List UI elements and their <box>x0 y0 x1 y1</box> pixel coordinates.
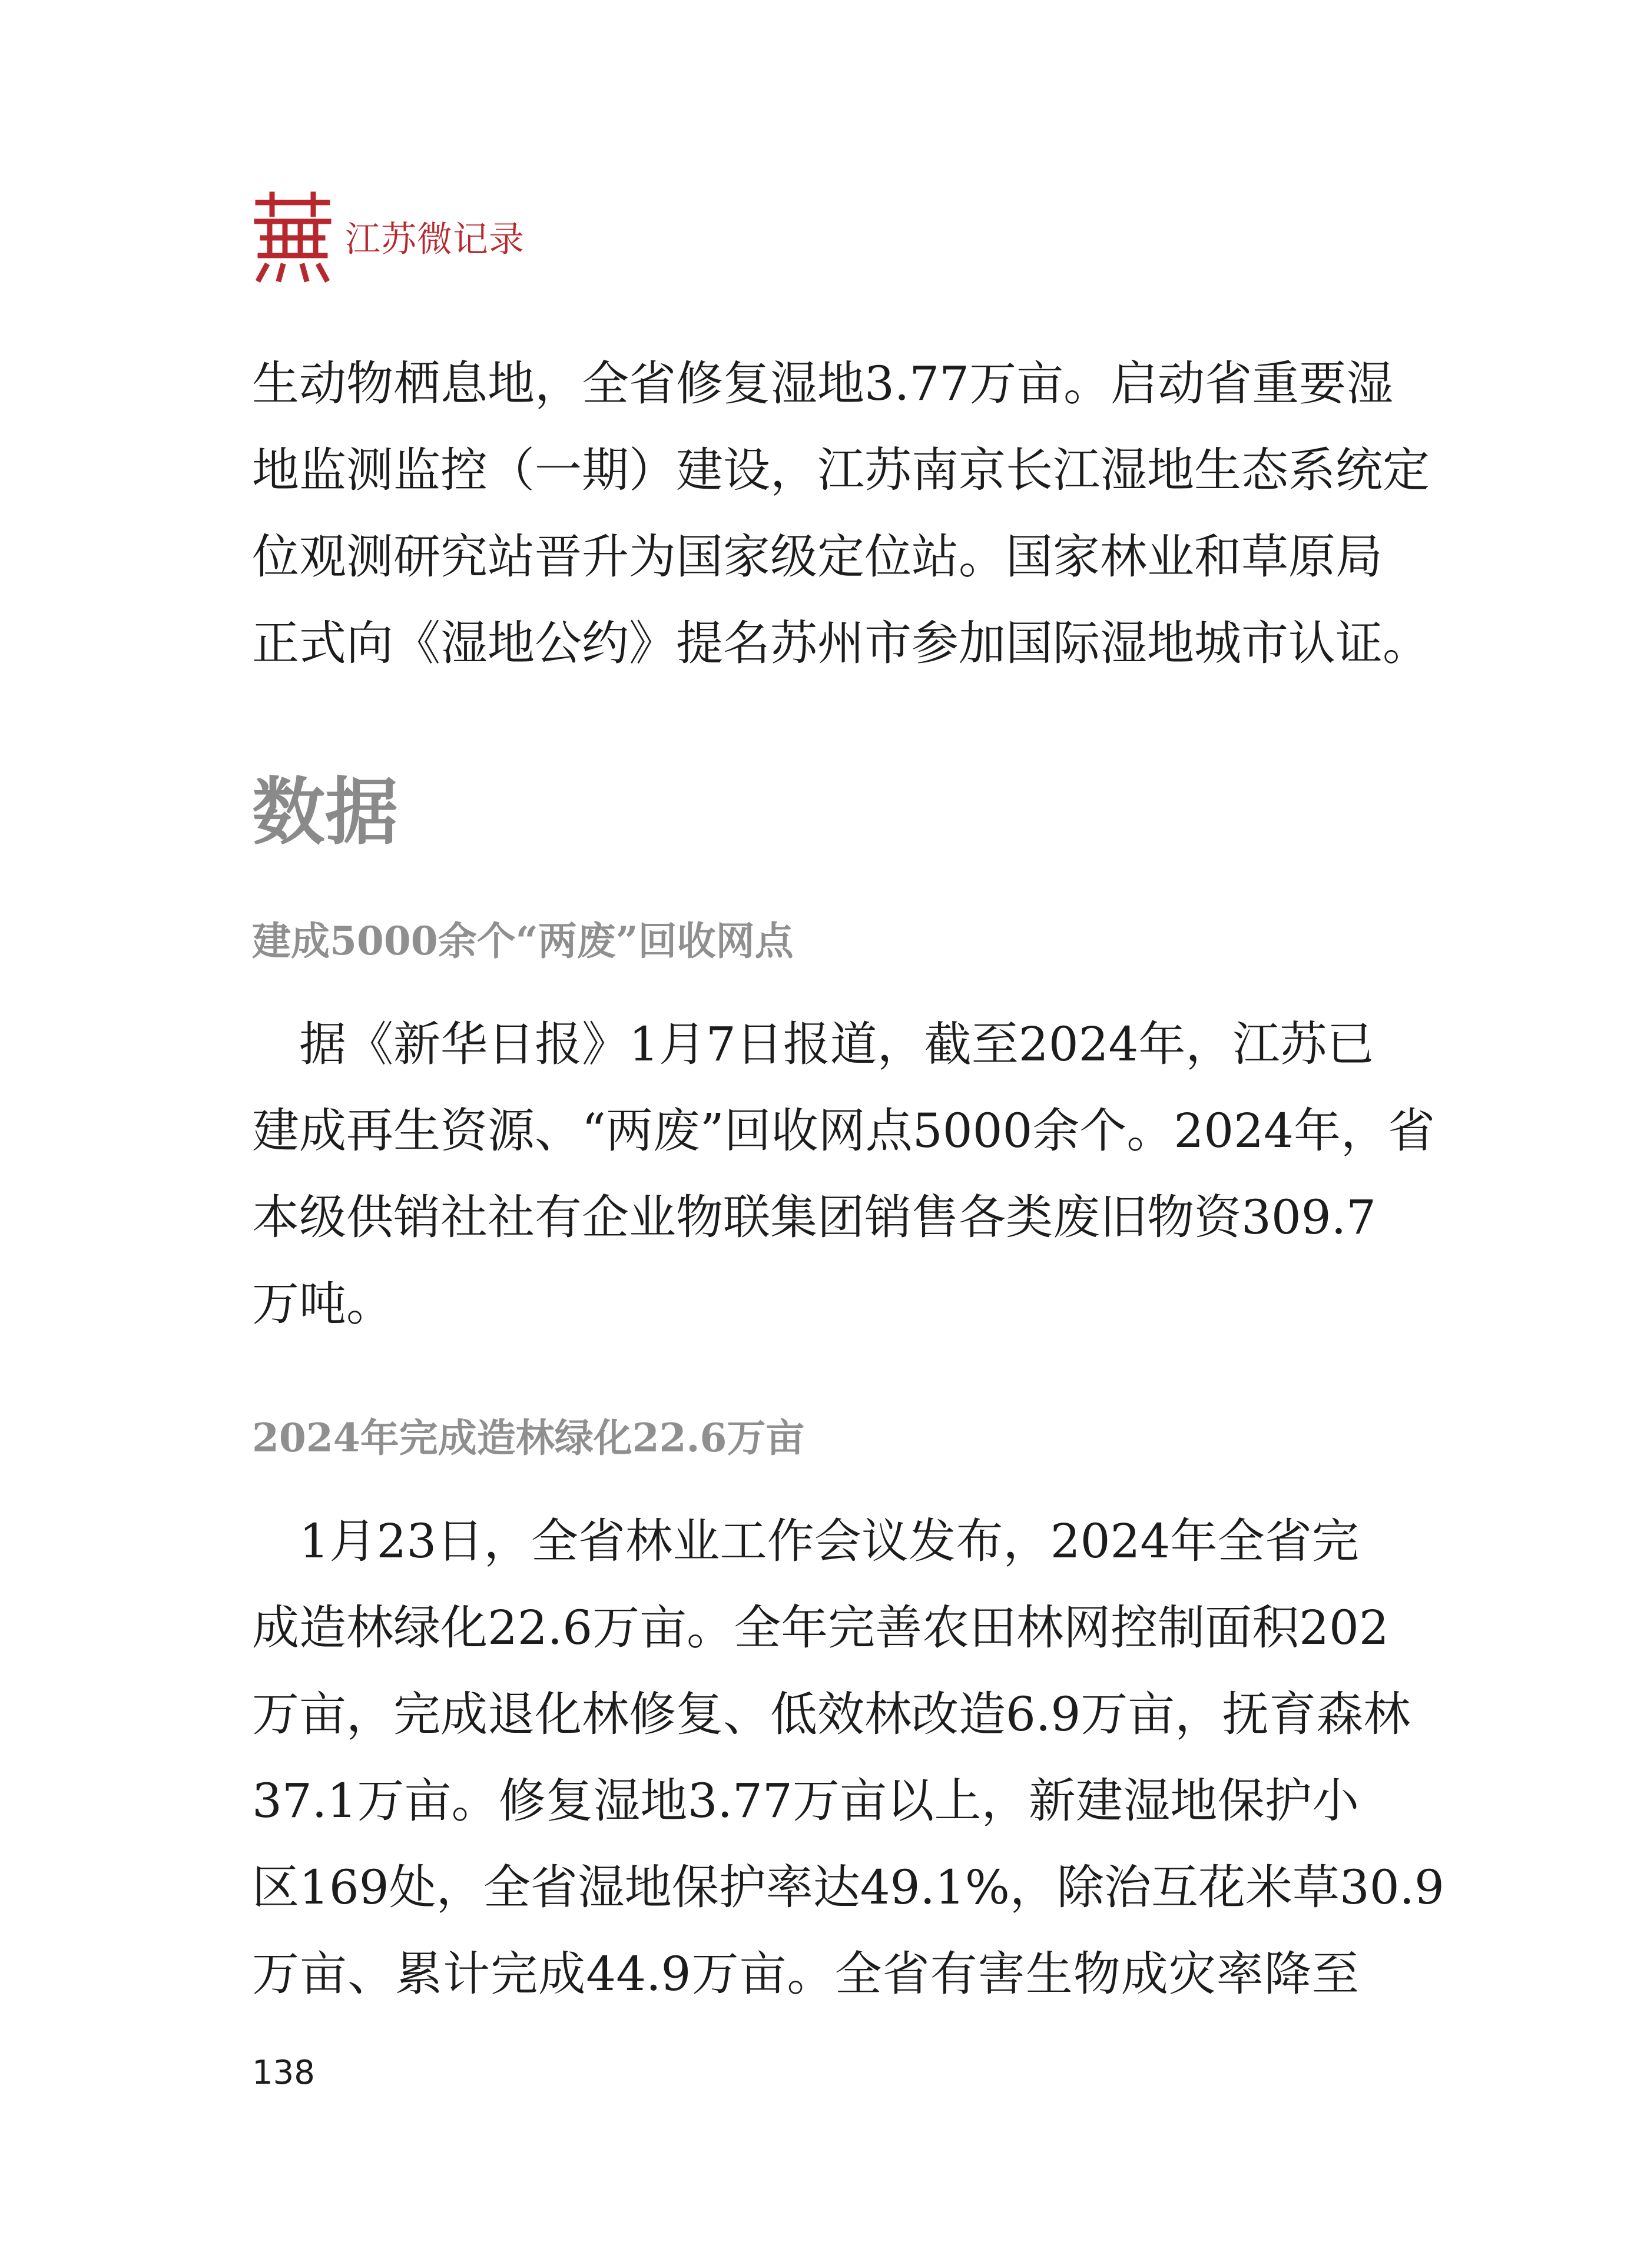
paragraph-line: 地监测监控（一期）建设，江苏南京长江湿地生态系统定 <box>252 443 1430 498</box>
paragraph-line: 生动物栖息地，全省修复湿地3.77万亩。启动省重要湿 <box>252 356 1394 411</box>
paragraph-line: 万亩、累计完成44.9万亩。全省有害生物成灾率降至 <box>252 1947 1359 2001</box>
intro-paragraph <box>252 340 1430 687</box>
paragraph-line: 1月23日，全省林业工作会议发布，2024年全省完 <box>252 1514 1359 1569</box>
article-paragraph-afforestation <box>252 1498 1444 2017</box>
jiangsu-seal-logo-icon <box>252 191 333 283</box>
article-heading-recycling: 建成5000余个“两废”回收网点 <box>252 918 794 964</box>
paragraph-line: 区169处，全省湿地保护率达49.1%，除治互花米草30.9 <box>252 1860 1444 1915</box>
paragraph-line: 正式向《湿地公约》提名苏州市参加国际湿地城市认证。 <box>252 616 1430 671</box>
paragraph-line: 37.1万亩。修复湿地3.77万亩以上，新建湿地保护小 <box>252 1773 1359 1828</box>
article-heading-afforestation: 2024年完成造林绿化22.6万亩 <box>252 1415 805 1461</box>
article-paragraph-recycling <box>252 1001 1435 1347</box>
paragraph-line: 万吨。 <box>252 1276 393 1331</box>
paragraph-line: 本级供销社社有企业物联集团销售各类废旧物资309.7 <box>252 1190 1377 1245</box>
page-header <box>252 190 525 284</box>
paragraph-line: 建成再生资源、“两废”回收网点5000余个。2024年，省 <box>252 1103 1435 1158</box>
page-number: 138 <box>252 2054 315 2092</box>
section-title: 数据 <box>252 770 399 855</box>
paragraph-line: 据《新华日报》1月7日报道，截至2024年，江苏已 <box>252 1017 1374 1072</box>
paragraph-line: 万亩，完成退化林修复、低效林改造6.9万亩，抚育森林 <box>252 1687 1411 1742</box>
brand-title: 江苏微记录 <box>345 219 525 260</box>
paragraph-line: 成造林绿化22.6万亩。全年完善农田林网控制面积202 <box>252 1600 1389 1655</box>
paragraph-line: 位观测研究站晋升为国家级定位站。国家林业和草原局 <box>252 529 1383 584</box>
